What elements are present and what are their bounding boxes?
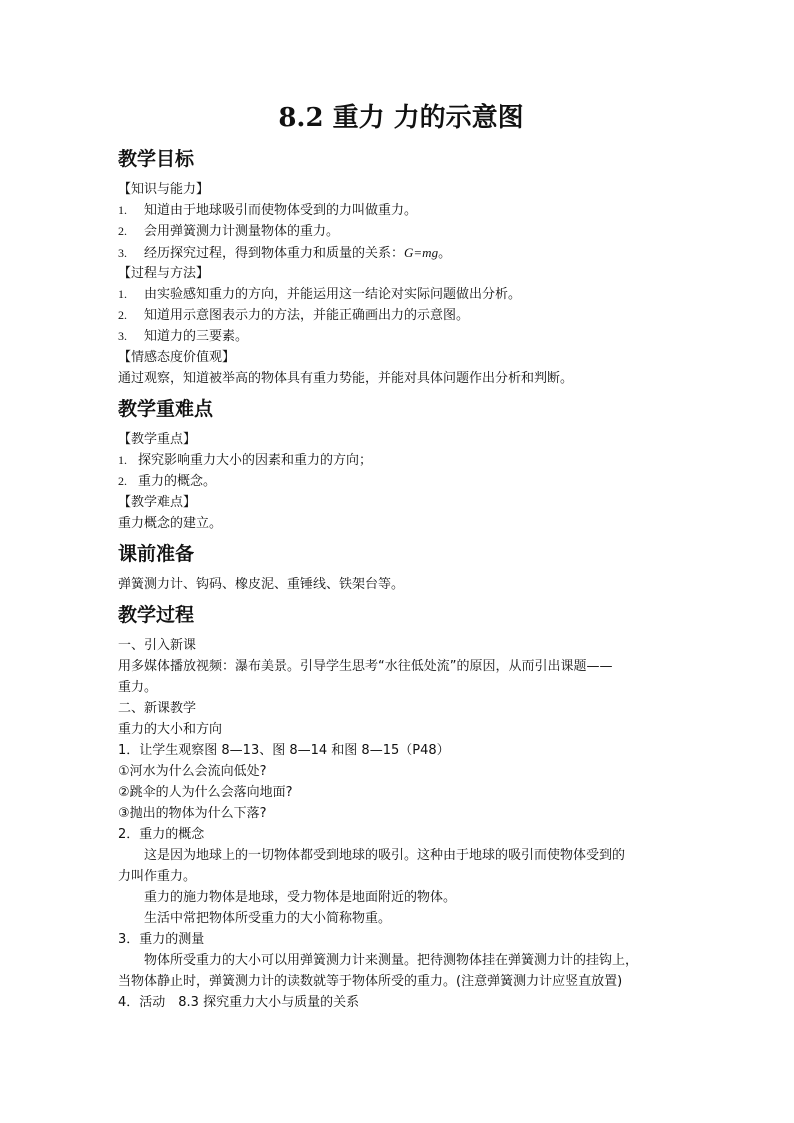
- focus-item: [118, 450, 372, 471]
- process-line: ③抛出的物体为什么下落?: [118, 806, 267, 821]
- process-line: ②跳伞的人为什么会落向地面?: [118, 785, 293, 800]
- emotion-label: 【情感态度价值观】: [118, 350, 236, 365]
- item-text: 知道力的三要素。: [144, 329, 249, 344]
- item-number: 2.: [118, 224, 127, 238]
- process-line: ①河水为什么会流向低处?: [118, 764, 267, 779]
- item-text: 经历探究过程，得到物体重力和质量的关系：: [144, 246, 405, 261]
- process-line: 二、新课教学: [118, 701, 197, 716]
- focus-item: [118, 471, 216, 492]
- item-suffix: 。: [438, 246, 452, 261]
- item-text: 知道用示意图表示力的方法，并能正确画出力的示意图。: [144, 308, 470, 323]
- process-line: 2．重力的概念: [118, 827, 205, 842]
- item-text: 由实验感知重力的方向，并能运用这一结论对实际问题做出分析。: [144, 287, 522, 302]
- emotion-text: 通过观察，知道被举高的物体具有重力势能，并能对具体问题作出分析和判断。: [118, 371, 574, 386]
- process-line: 1．让学生观察图 8—13、图 8—14 和图 8—15（P48）: [118, 743, 450, 758]
- process-item: [118, 284, 521, 305]
- process-line: 当物体静止时，弹簧测力计的读数就等于物体所受的重力。(注意弹簧测力计应竖直放置): [118, 974, 623, 989]
- process-line: 用多媒体播放视频：瀑布美景。引导学生思考“水往低处流”的原因，从而引出课题——: [118, 659, 613, 674]
- page-title: 8.2 重力 力的示意图: [278, 103, 524, 133]
- item-number: 3.: [118, 246, 127, 260]
- knowledge-item: [118, 200, 417, 221]
- knowledge-item: [118, 221, 339, 242]
- process-line: 3．重力的测量: [118, 932, 205, 947]
- knowledge-item: [118, 242, 451, 264]
- knowledge-label: 【知识与能力】: [118, 182, 210, 197]
- process-line: 这是因为地球上的一切物体都受到地球的吸引。这种由于地球的吸引而使物体受到的: [144, 848, 626, 863]
- item-number: 2.: [118, 308, 127, 322]
- process-line: 生活中常把物体所受重力的大小简称物重。: [144, 911, 392, 926]
- objectives-heading: 教学目标: [118, 148, 195, 170]
- process-line: 重力的大小和方向: [118, 722, 223, 737]
- process-item: [118, 305, 469, 326]
- item-text: 会用弹簧测力计测量物体的重力。: [144, 224, 340, 239]
- process-item: [118, 326, 248, 347]
- process-line: 力叫作重力。: [118, 869, 197, 884]
- item-number: 3.: [118, 329, 127, 343]
- preparation-heading: 课前准备: [118, 543, 195, 565]
- process-line: 4．活动 8.3 探究重力大小与质量的关系: [118, 995, 360, 1010]
- process-line: 物体所受重力的大小可以用弹簧测力计来测量。把待测物体挂在弹簧测力计的挂钩上，: [144, 953, 639, 968]
- process-line: 一、引入新课: [118, 638, 197, 653]
- item-text: 重力的概念。: [138, 474, 217, 489]
- item-text: 探究影响重力大小的因素和重力的方向；: [138, 453, 373, 468]
- formula: G=mg: [404, 245, 439, 260]
- item-number: 1.: [118, 453, 127, 467]
- item-text: 知道由于地球吸引而使物体受到的力叫做重力。: [144, 203, 418, 218]
- process-heading: 教学过程: [118, 604, 195, 626]
- focus-label: 【教学重点】: [118, 432, 197, 447]
- difficulty-label: 【教学难点】: [118, 495, 197, 510]
- keypoints-heading: 教学重难点: [118, 398, 214, 420]
- process-label: 【过程与方法】: [118, 266, 210, 281]
- difficulty-text: 重力概念的建立。: [118, 516, 223, 531]
- process-line: 重力。: [118, 680, 158, 695]
- process-line: 重力的施力物体是地球，受力物体是地面附近的物体。: [144, 890, 457, 905]
- item-number: 2.: [118, 474, 127, 488]
- item-number: 1.: [118, 287, 127, 301]
- item-number: 1.: [118, 203, 127, 217]
- preparation-text: 弹簧测力计、钩码、橡皮泥、重锤线、铁架台等。: [118, 577, 405, 592]
